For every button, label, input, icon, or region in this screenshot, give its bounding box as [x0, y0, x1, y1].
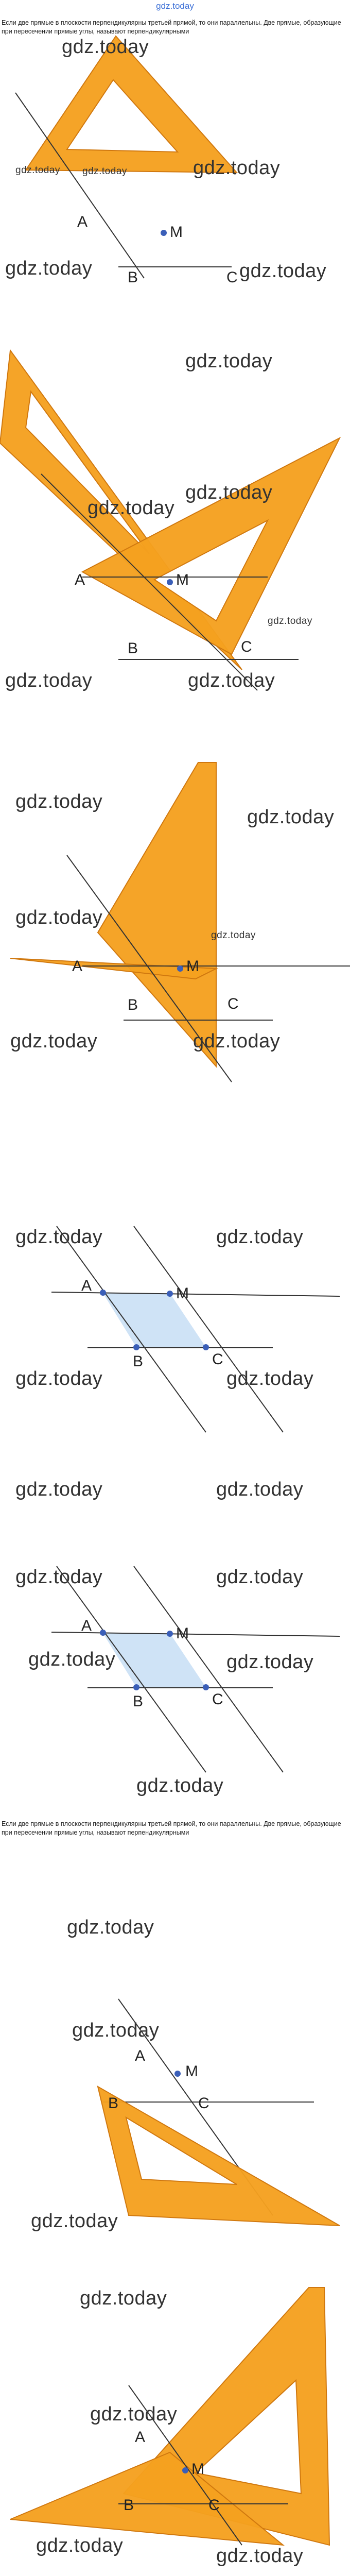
point-c: [203, 1684, 209, 1690]
label-a: A: [135, 2047, 146, 2064]
watermark: gdz.today: [216, 1479, 304, 1500]
label-a: A: [81, 1277, 92, 1294]
label-a: A: [81, 1617, 92, 1634]
figure-6: [0, 1917, 350, 2241]
site-link[interactable]: gdz.today: [156, 1, 194, 11]
watermark: gdz.today: [72, 2020, 160, 2041]
point-a: [100, 1630, 106, 1636]
line-upper: [51, 1632, 340, 1636]
watermark: gdz.today: [67, 1917, 154, 1938]
watermark: gdz.today: [15, 165, 60, 176]
label-b: B: [133, 1693, 144, 1710]
figure-7: [0, 2287, 350, 2576]
figure-3: [0, 762, 350, 1051]
theorem-paragraph-1: Если две прямые в плоскости перпендикулярны третьей прямой, то они параллельны. Две прямые, образующие при пересечении прямые углы, называют перпендикулярными: [2, 19, 341, 35]
label-b: B: [124, 2497, 134, 2514]
point-m: [167, 1631, 173, 1637]
figure-4: [0, 1226, 350, 1499]
watermark: gdz.today: [82, 166, 127, 177]
set-square-hole: [126, 2117, 237, 2184]
label-c: C: [208, 2497, 220, 2514]
watermark: gdz.today: [15, 1226, 103, 1248]
label-m: M: [176, 1285, 189, 1302]
label-c: C: [212, 1351, 223, 1368]
label-c: C: [226, 269, 238, 286]
watermark: gdz.today: [80, 2287, 167, 2309]
parallelogram: [103, 1633, 206, 1687]
watermark: gdz.today: [28, 1649, 116, 1670]
label-b: B: [133, 1353, 144, 1370]
point-m: [167, 579, 173, 585]
label-m: M: [170, 224, 183, 241]
watermark: gdz.today: [226, 1368, 314, 1389]
watermark: gdz.today: [211, 930, 256, 941]
line-upper: [51, 1292, 340, 1296]
watermark: gdz.today: [239, 260, 327, 282]
watermark: gdz.today: [15, 1368, 103, 1389]
watermark: gdz.today: [5, 258, 93, 279]
watermark: gdz.today: [36, 2535, 124, 2556]
figure-5: [0, 1566, 350, 1798]
label-c: C: [241, 638, 252, 655]
watermark: gdz.today: [15, 1479, 103, 1500]
watermark: gdz.today: [15, 1566, 103, 1588]
watermark: gdz.today: [31, 2210, 118, 2232]
figure-2: [0, 350, 350, 690]
set-square: [98, 2087, 340, 2226]
watermark: gdz.today: [193, 1030, 281, 1052]
watermark: gdz.today: [216, 1226, 304, 1248]
watermark: gdz.today: [90, 2403, 178, 2425]
label-b: B: [128, 640, 138, 657]
watermark: gdz.today: [87, 497, 175, 519]
theorem-paragraph-2: Если две прямые в плоскости перпендикулярны третьей прямой, то они параллельны. Две прямые, образующие при пересечении прямые углы, называют перпендикулярными: [2, 1820, 341, 1836]
point-m: [167, 1291, 173, 1297]
watermark: gdz.today: [216, 2545, 304, 2567]
point-m: [174, 2071, 181, 2077]
label-a: A: [135, 2429, 146, 2446]
watermark: gdz.today: [15, 907, 103, 928]
point-b: [133, 1684, 139, 1690]
label-m: M: [185, 2063, 198, 2080]
set-square: [98, 762, 216, 1066]
watermark: gdz.today: [247, 806, 335, 828]
label-c: C: [198, 2095, 209, 2112]
label-b: B: [128, 269, 138, 286]
parallelogram: [103, 1293, 206, 1347]
point-m: [182, 2467, 188, 2473]
label-m: M: [176, 571, 189, 588]
label-c: C: [227, 995, 239, 1012]
watermark: gdz.today: [193, 157, 281, 179]
point-b: [133, 1344, 139, 1350]
label-m: M: [186, 958, 199, 975]
watermark: gdz.today: [5, 670, 93, 691]
point-a: [100, 1290, 106, 1296]
watermark: gdz.today: [62, 36, 149, 58]
watermark: gdz.today: [15, 791, 103, 812]
watermark: gdz.today: [216, 1566, 304, 1588]
label-b: B: [128, 996, 138, 1013]
label-a: A: [75, 571, 85, 588]
label-a: A: [77, 213, 88, 230]
figure-1: [0, 36, 350, 286]
label-b: B: [108, 2095, 119, 2112]
point-m: [177, 965, 183, 972]
watermark: gdz.today: [185, 482, 273, 503]
point-m: [161, 230, 167, 236]
label-c: C: [212, 1691, 223, 1708]
label-m: M: [191, 2461, 204, 2478]
watermark: gdz.today: [136, 1775, 224, 1797]
label-m: M: [176, 1625, 189, 1642]
label-a: A: [72, 958, 83, 975]
watermark: gdz.today: [10, 1030, 98, 1052]
watermark: gdz.today: [268, 616, 312, 626]
watermark: gdz.today: [185, 350, 273, 372]
point-c: [203, 1344, 209, 1350]
watermark: gdz.today: [226, 1651, 314, 1673]
watermark: gdz.today: [188, 670, 275, 691]
